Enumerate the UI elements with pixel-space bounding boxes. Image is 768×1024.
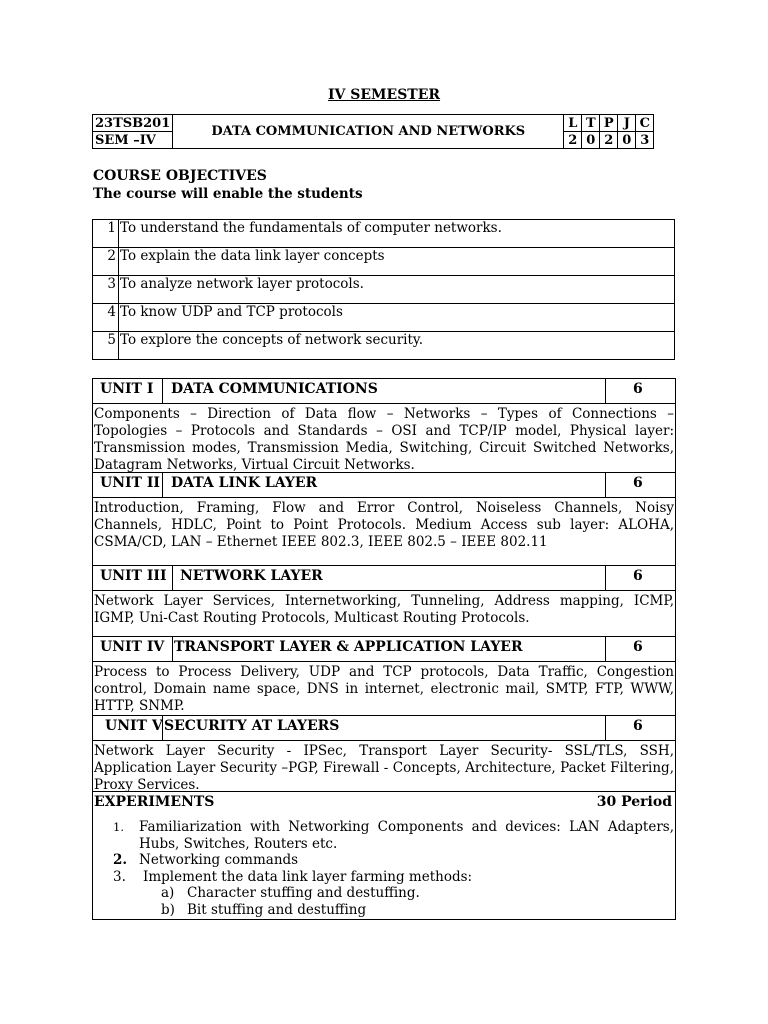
experiment-text: Networking commands	[139, 852, 299, 868]
experiment-number: 1.	[113, 820, 124, 834]
objective-number: 4	[93, 304, 119, 332]
objective-text: To understand the fundamentals of computer networks.	[119, 220, 675, 248]
experiment-subitem-label: b)	[161, 901, 175, 918]
objective-row	[93, 332, 675, 360]
experiment-subitem-text: Bit stuffing and destuffing	[187, 901, 367, 918]
objective-text: To explore the concepts of network security.	[119, 332, 675, 360]
semester-title: IV SEMESTER	[327, 87, 441, 103]
ltpjc-header-t: T	[582, 115, 600, 132]
unit-4-hours: 6	[633, 639, 643, 655]
experiments-period: 30 Period	[596, 794, 672, 810]
divider	[162, 716, 163, 740]
experiment-subitem	[93, 885, 675, 902]
course-sem: SEM –IV	[93, 132, 173, 149]
unit-1-title: DATA COMMUNICATIONS	[171, 381, 378, 397]
unit-2-title: DATA LINK LAYER	[171, 475, 318, 491]
objective-text: To explain the data link layer concepts	[119, 248, 675, 276]
unit-2-hours: 6	[633, 475, 643, 491]
objective-number: 5	[93, 332, 119, 360]
experiments-header	[93, 792, 675, 814]
unit-1-hours: 6	[633, 381, 643, 397]
objective-row	[93, 220, 675, 248]
ltpjc-value-t: 0	[582, 132, 600, 149]
experiment-number: 3.	[113, 868, 126, 885]
experiment-subitem-text: Character stuffing and destuffing.	[187, 885, 420, 901]
objective-text: To analyze network layer protocols.	[119, 276, 675, 304]
objectives-heading: COURSE OBJECTIVES	[93, 168, 267, 184]
divider	[605, 473, 606, 497]
unit-5-hours: 6	[633, 718, 643, 734]
unit-4-content: Process to Process Delivery, UDP and TCP protocols, Data Traffic, Congestion control, Domain name space, DNS in internet, electronic mail, SMTP, FTP, WWW, HTTP, SNMP.	[94, 664, 674, 714]
objective-number: 1	[93, 220, 119, 248]
ltpjc-header-l: L	[564, 115, 582, 132]
ltpjc-value-c: 3	[636, 132, 654, 149]
unit-3-content: Network Layer Services, Internetworking, Tunneling, Address mapping, ICMP, IGMP, Uni-Cast Routing Protocols, Multicast Routing Protocols.	[93, 591, 675, 637]
experiment-item	[93, 852, 675, 869]
unit-2-header	[93, 473, 675, 498]
divider	[162, 379, 163, 403]
experiment-number: 2.	[113, 852, 128, 868]
objectives-subheading: The course will enable the students	[93, 186, 363, 202]
unit-4-title: TRANSPORT LAYER & APPLICATION LAYER	[174, 639, 523, 655]
unit-1-content: Components – Direction of Data flow – Networks – Types of Connections – Topologies – Protocols and Standards – OSI and TCP/IP model, Physical layer: Transmission modes, Transmission Media, Switching, Circuit Switched Networks, Datagram Networks, Virtual Circuit Networks.	[94, 406, 674, 473]
unit-5-content: Network Layer Security - IPSec, Transport Layer Security- SSL/TLS, SSH, Application Layer Security –PGP, Firewall - Concepts, Architecture, Packet Filtering, Proxy Services.	[94, 743, 674, 793]
experiment-subitem-label: a)	[161, 885, 175, 901]
unit-2-label: UNIT II	[100, 475, 160, 491]
divider	[162, 473, 163, 497]
course-code: 23TSB201	[93, 115, 173, 132]
ltpjc-value-j: 0	[618, 132, 636, 149]
divider	[172, 637, 173, 661]
unit-3-header	[93, 566, 675, 591]
unit-5-label: UNIT V	[105, 718, 163, 734]
ltpjc-header-j: J	[618, 115, 636, 132]
ltpjc-value-l: 2	[564, 132, 582, 149]
divider	[605, 637, 606, 661]
unit-4-label: UNIT IV	[100, 639, 165, 655]
experiment-text: Familiarization with Networking Components and devices: LAN Adapters, Hubs, Switches, Routers etc.	[139, 819, 674, 852]
objective-number: 2	[93, 248, 119, 276]
objective-row	[93, 276, 675, 304]
unit-4-header	[93, 637, 675, 662]
experiment-subitem	[93, 902, 675, 919]
objective-number: 3	[93, 276, 119, 304]
experiments-list	[93, 814, 675, 919]
divider	[605, 566, 606, 590]
experiment-item	[93, 819, 675, 852]
divider	[172, 566, 173, 590]
unit-1-label: UNIT I	[100, 381, 154, 397]
objective-row	[93, 304, 675, 332]
unit-3-hours: 6	[633, 568, 643, 584]
unit-5-header	[93, 716, 675, 741]
ltpjc-header-p: P	[600, 115, 618, 132]
course-header-table	[92, 114, 654, 149]
experiment-text: Implement the data link layer farming methods:	[143, 868, 473, 885]
objective-text: To know UDP and TCP protocols	[119, 304, 675, 332]
ltpjc-value-p: 2	[600, 132, 618, 149]
course-title: DATA COMMUNICATION AND NETWORKS	[173, 115, 564, 149]
unit-5-title: SECURITY AT LAYERS	[164, 718, 340, 734]
unit-1-header	[93, 379, 675, 404]
unit-2-content: Introduction, Framing, Flow and Error Control, Noiseless Channels, Noisy Channels, HDLC, Point to Point Protocols. Medium Access sub layer: ALOHA, CSMA/CD, LAN – Ethernet IEEE 802.3, IEEE 802.5 – IEEE 802.11	[93, 498, 675, 566]
divider	[605, 716, 606, 740]
syllabus-box	[92, 378, 676, 920]
experiment-item	[93, 869, 675, 886]
unit-3-label: UNIT III	[100, 568, 167, 584]
divider	[605, 379, 606, 403]
objectives-table	[92, 219, 675, 360]
ltpjc-header-c: C	[636, 115, 654, 132]
unit-3-title: NETWORK LAYER	[180, 568, 323, 584]
experiments-heading: EXPERIMENTS	[94, 794, 215, 810]
objective-row	[93, 248, 675, 276]
